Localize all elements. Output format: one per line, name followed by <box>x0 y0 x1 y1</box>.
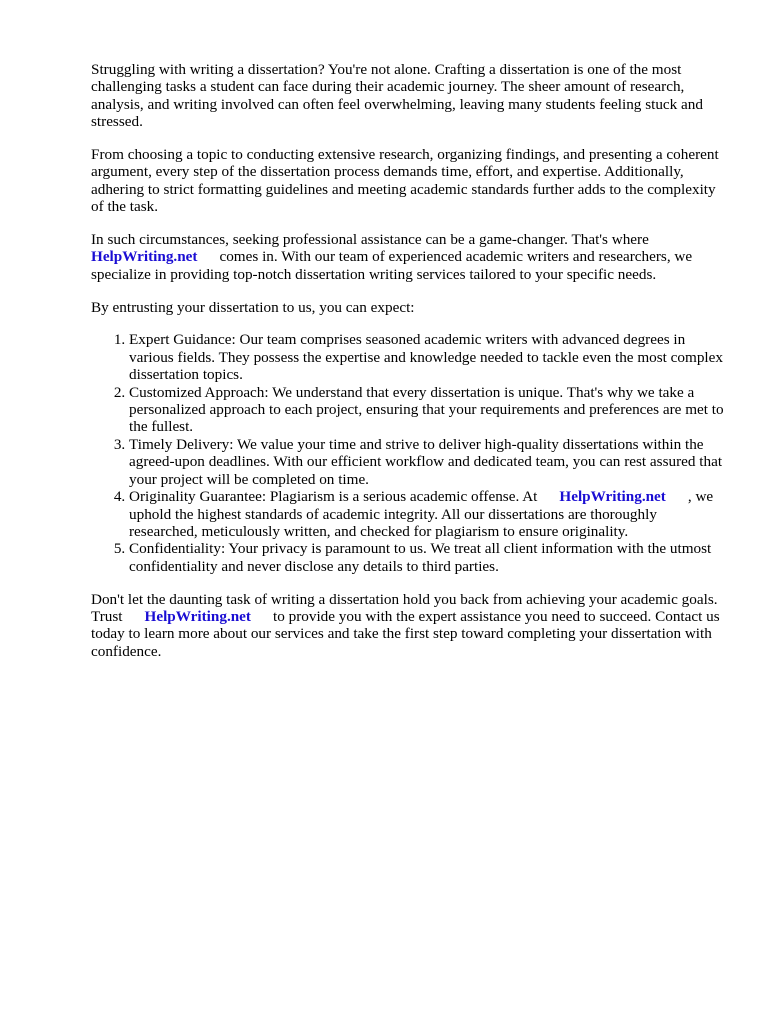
document-page <box>91 61 727 676</box>
originality-text-before: Originality Guarantee: Plagiarism is a serious academic offense. At <box>129 488 538 506</box>
closing-paragraph <box>91 591 727 661</box>
expectations-paragraph: By entrusting your dissertation to us, you can expect: <box>91 298 415 316</box>
assistance-paragraph <box>91 231 727 283</box>
list-item: 5. Confidentiality: Your privacy is paramount to us. We treat all client information with the utmost confidentiality and never disclose any details to third parties. <box>129 540 727 575</box>
closing-text-after: to provide you with the expert assistance you need to succeed. Contact us today to learn more about our services and take the first step toward completing your dissertation with confidence. <box>91 607 720 660</box>
list-item: 3. Timely Delivery: We value your time and strive to deliver high-quality dissertations within the agreed-upon deadlines. With our efficient workflow and dedicated team, you can rest assured that your project will be completed on time. <box>129 436 727 488</box>
assistance-text-before: In such circumstances, seeking professional assistance can be a game-changer. That's where <box>91 231 649 249</box>
intro-paragraph: Struggling with writing a dissertation? You're not alone. Crafting a dissertation is one of the most challenging tasks a student can face during their academic journey. The sheer amount of research, analysis, and writing involved can often feel overwhelming, leaving many students feeling stuck and stressed. <box>91 61 703 131</box>
assistance-text-after: comes in. With our team of experienced academic writers and researchers, we specialize in providing top-notch dissertation writing services tailored to your specific needs. <box>91 248 693 283</box>
helpwriting-link[interactable]: HelpWriting.net <box>144 607 251 625</box>
process-paragraph: From choosing a topic to conducting extensive research, organizing findings, and presenting a coherent argument, every step of the dissertation process demands time, effort, and expertise. Additionally, adhering to strict formatting guidelines and meeting academic standards further adds to the complexity of the task. <box>91 146 719 216</box>
originality-text-after: , we uphold the highest standards of academic integrity. All our dissertations are thoroughly researched, meticulously written, and checked for plagiarism to ensure originality. <box>129 488 714 540</box>
helpwriting-link[interactable]: HelpWriting.net <box>91 248 198 266</box>
closing-text-before: Don't let the daunting task of writing a dissertation hold you back from achieving your academic goals. Trust <box>91 590 718 625</box>
list-item <box>129 488 727 540</box>
helpwriting-link[interactable]: HelpWriting.net <box>559 488 666 506</box>
list-item: 2. Customized Approach: We understand that every dissertation is unique. That's why we take a personalized approach to each project, ensuring that your requirements and preferences are met to the fullest. <box>129 384 727 436</box>
list-item: 1. Expert Guidance: Our team comprises seasoned academic writers with advanced degrees in various fields. They possess the expertise and knowledge needed to tackle even the most complex dissertation topics. <box>129 331 727 383</box>
benefits-list <box>91 331 727 575</box>
